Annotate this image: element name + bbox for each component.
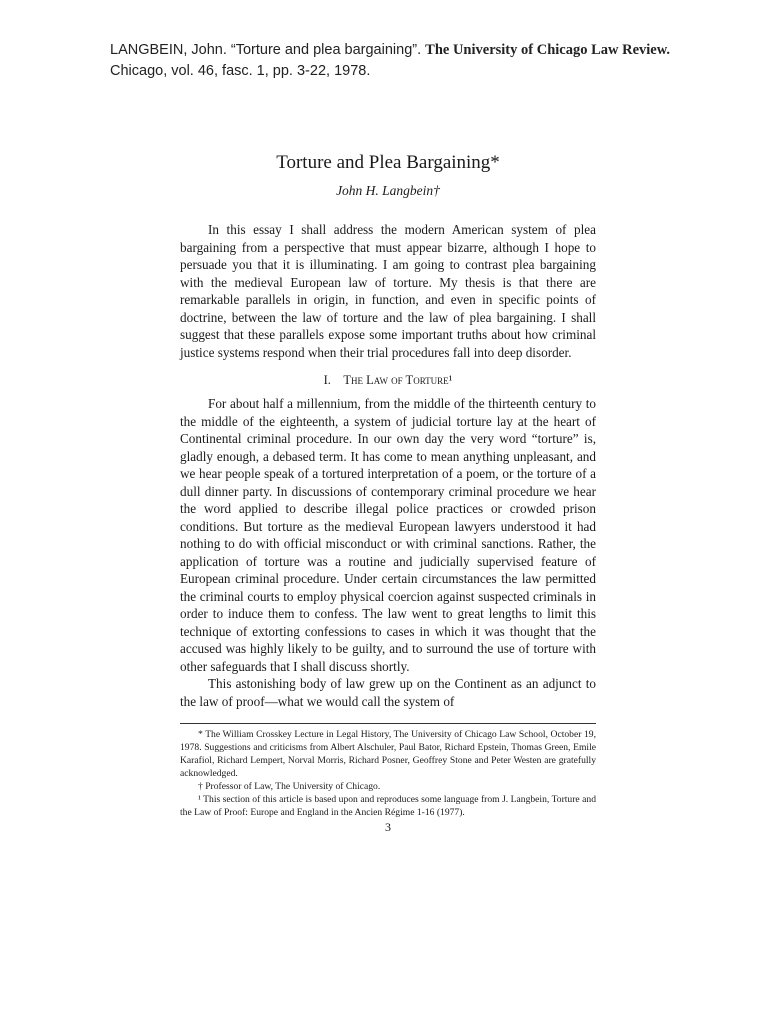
section-heading: I. The Law of Torture¹ (323, 373, 453, 387)
citation-details: Chicago, vol. 46, fasc. 1, pp. 3-22, 1978. (110, 63, 371, 79)
footnotes (180, 723, 596, 819)
citation-journal: The University of Chicago Law Review. (425, 42, 671, 58)
footnote-dagger: † Professor of Law, The University of Chicago. (198, 781, 381, 792)
page-number: 3 (385, 820, 391, 834)
paragraph-2: This astonishing body of law grew up on the Continent as an adjunct to the law of proof—what we would call the system of (180, 676, 596, 709)
article-title: Torture and Plea Bargaining* (276, 152, 500, 173)
article-author: John H. Langbein† (336, 183, 440, 198)
footnote-1: ¹ This section of this article is based upon and reproduces some language from J. Langbein, Torture and the Law of Proof: Europe and England in the Ancien Régime 1-16 (1977). (180, 794, 596, 818)
article-body (180, 150, 596, 710)
citation-header (110, 40, 710, 82)
citation-prefix: LANGBEIN, John. “Torture and plea bargaining”. (110, 42, 426, 58)
paragraph-1: For about half a millennium, from the middle of the thirteenth century to the middle of the eighteenth, a system of judicial torture lay at the heart of Continental criminal procedure. In our own day the very word “torture” is, gladly enough, a debased term. It has come to mean anything unpleasant, and we hear people speak of a tortured interpretation of a poem, or the torture of a dull dinner party. In discussions of contemporary criminal procedure we hear the word applied to describe illegal police practices or crowded prison conditions. But torture as the medieval European lawyers understood it had nothing to do with official misconduct or with criminal sanctions. Rather, the application of torture was a routine and judicially supervised feature of European criminal procedure. Under certain circumstances the law permitted the criminal courts to employ physical coercion against suspected criminals in order to induce them to confess. The law went to great lengths to limit this technique of extorting confessions to cases in which it was thought that the accused was highly likely to be guilty, and to surround the use of torture with other safeguards that I shall discuss shortly. (180, 396, 596, 674)
intro-paragraph: In this essay I shall address the modern American system of plea bargaining from a perspective that must appear bizarre, although I hope to persuade you that it is illuminating. I am going to contrast plea bargaining with the medieval European law of torture. My thesis is that there are remarkable parallels in origin, in function, and even in specific points of doctrine, between the law of torture and the law of plea bargaining. I shall suggest that these parallels expose some important truths about how criminal justice systems respond when their trial procedures fall into deep disorder. (180, 222, 596, 360)
footnote-star: * The William Crosskey Lecture in Legal History, The University of Chicago Law School, October 19, 1978. Suggestions and criticisms from Albert Alschuler, Paul Bator, Richard Epstein, Thomas Green, Emile Karafiol, Richard Lempert, Norval Morris, Richard Posner, Geoffrey Stone and Peter Westen are gratefully acknowledged. (180, 729, 596, 779)
